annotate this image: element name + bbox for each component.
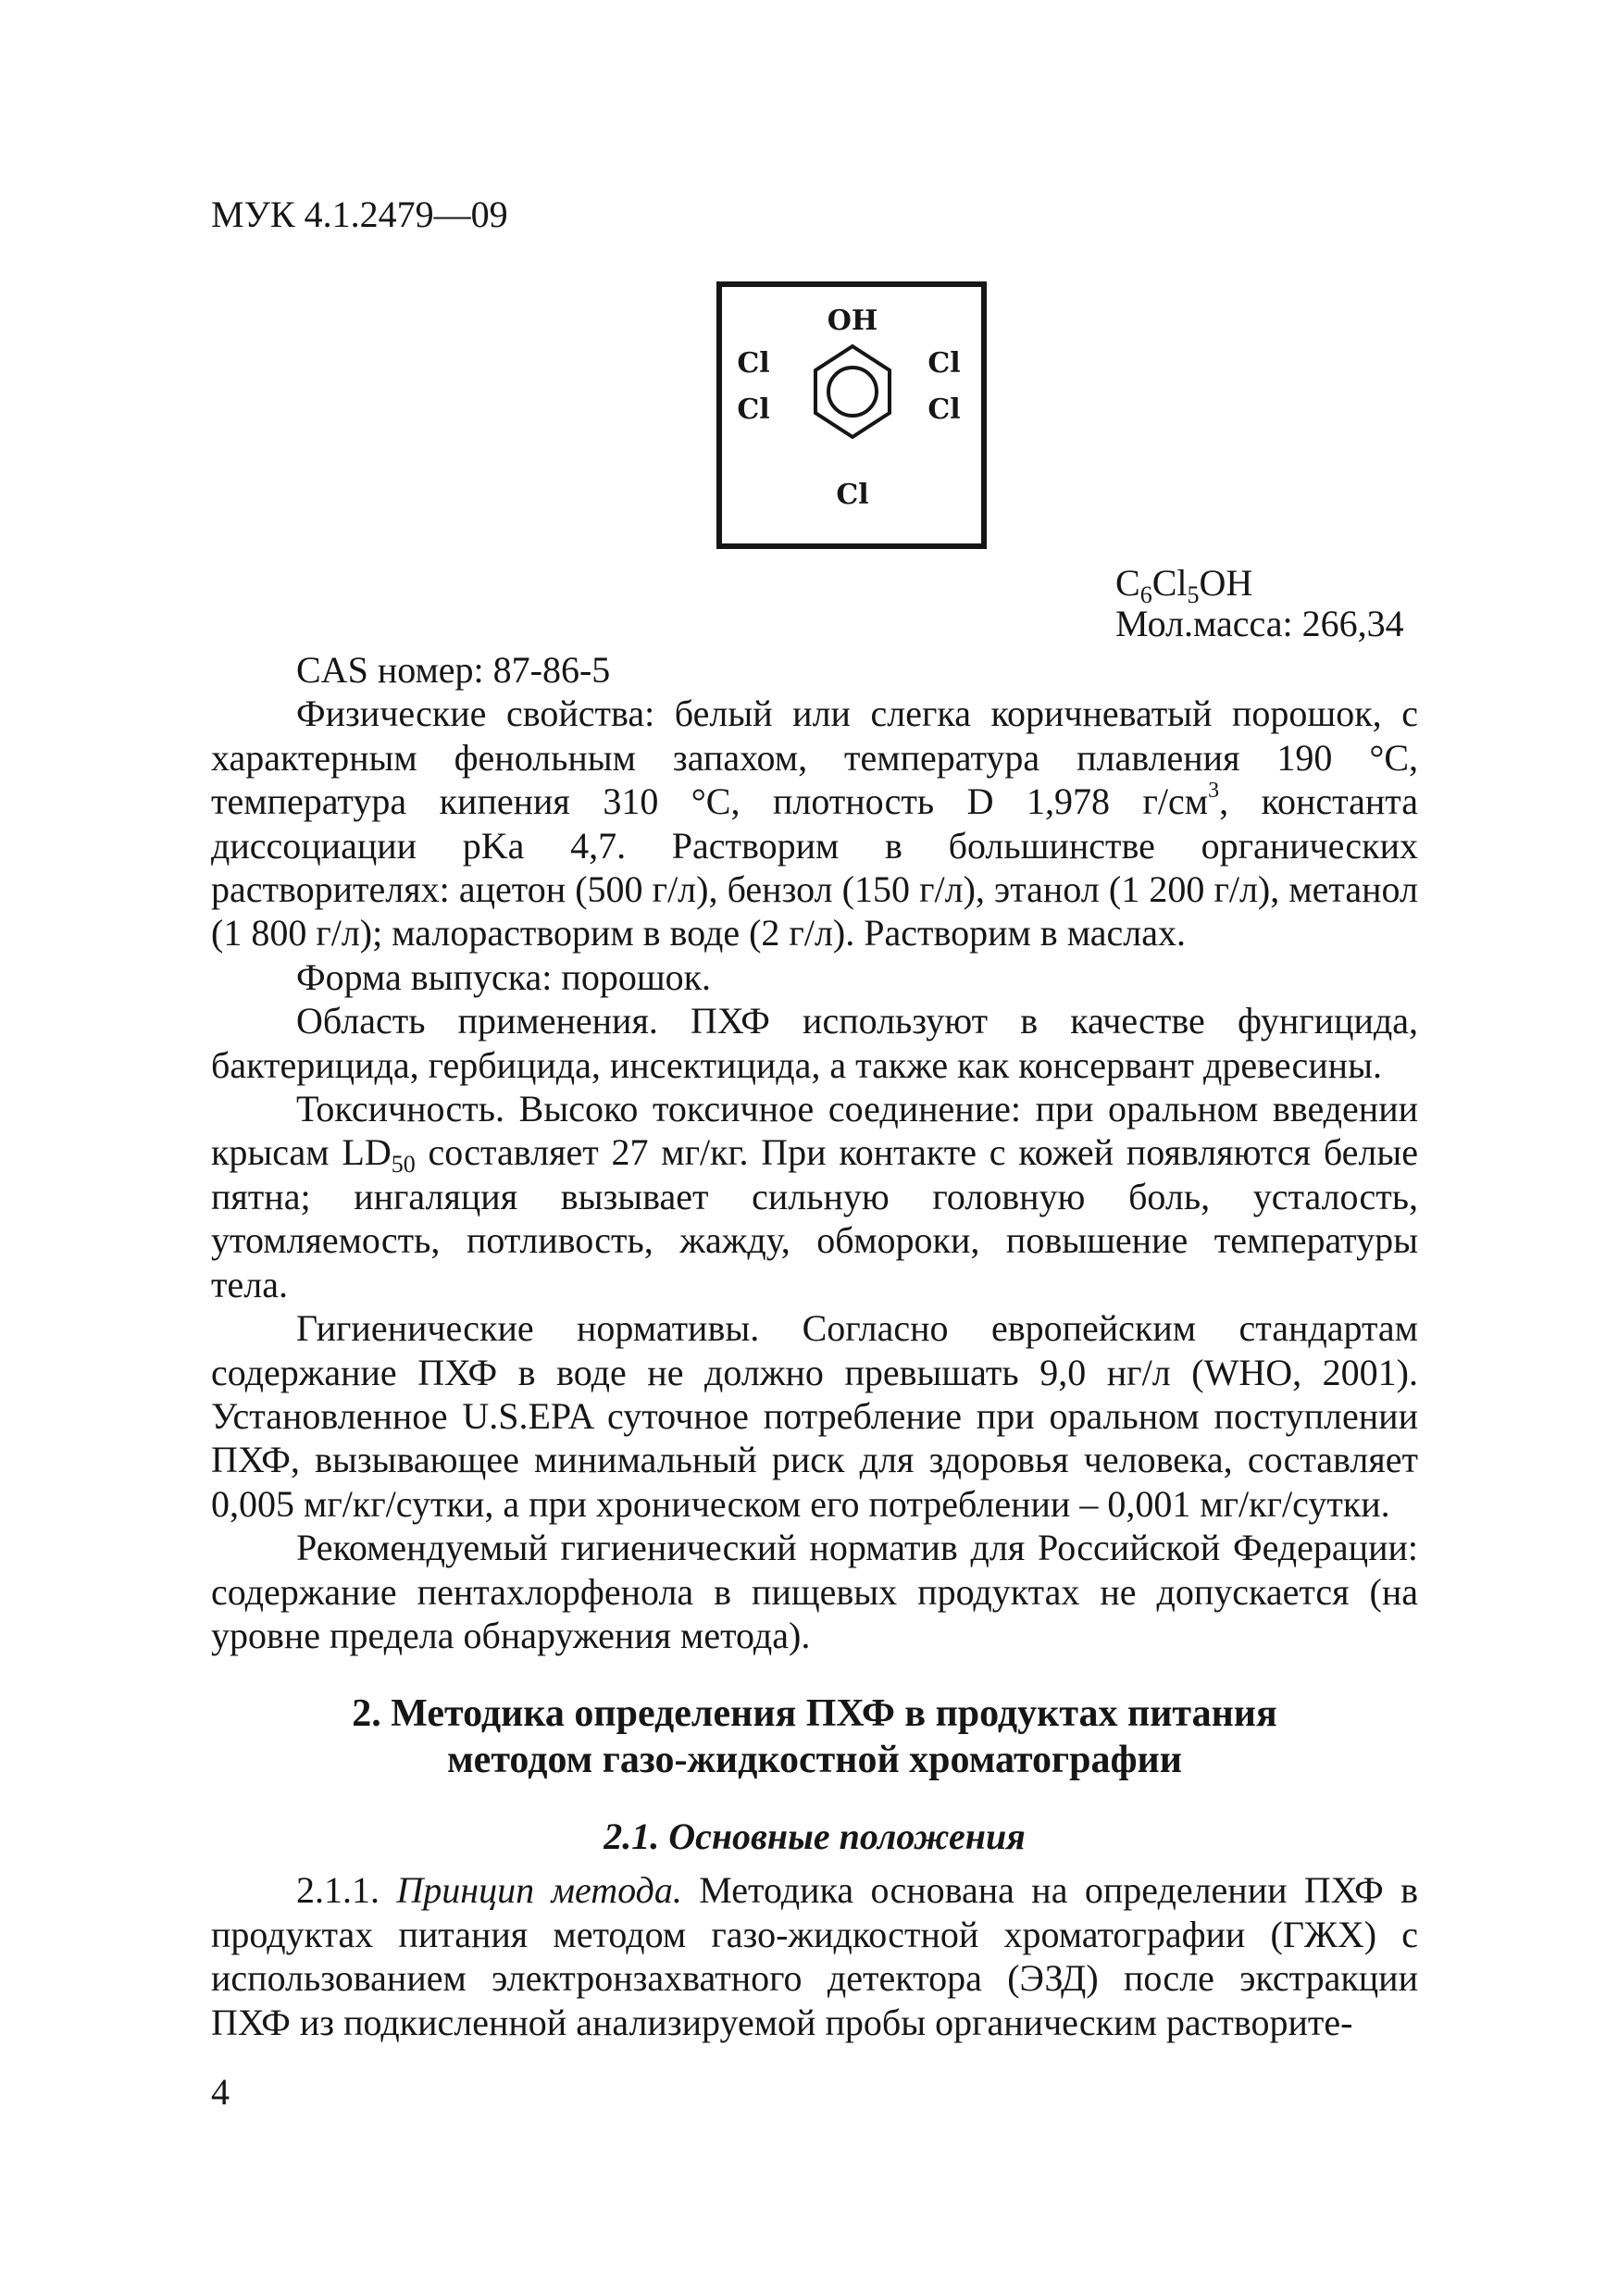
cas-number: CAS номер: 87-86-5 [296, 649, 611, 691]
molecular-mass: Мол.масса: 266,34 [1115, 603, 1404, 644]
hydroxyl-label: OH [827, 305, 878, 337]
physical-properties-paragraph: Физические свойства: белый или слегка коричневатый порошок, с характерным фенольным запахом, температура плавления 190 °С, температура кипения 310 °С, плотность D 1,978 $г/см^3$, константа диссоциации pKa 4,7. Растворим в большинстве органических растворителях: ацетон (500 г/л), бензол (150 г/л), этанол (1 200 г/л), метанол (1 800 г/л); малорастворим в воде (2 г/л). Растворим в маслах. [211, 693, 1418, 955]
method-principle-paragraph: 2.1.1. Принцип метода. Методика основана на определении ПХФ в продуктах питания методом газо-жидкостной хроматографии (ГЖХ) с использованием электронзахватного детектора (ЭЗД) после экстракции ПХФ из подкисленной анализируемой пробы органическим растворите- [211, 1869, 1418, 2043]
pentachlorophenol-structure-diagram [722, 287, 981, 543]
document-code: МУК 4.1.2479—09 [211, 193, 508, 235]
chlorine-label-bottom: Cl [836, 479, 869, 511]
hygiene-standards-paragraph: Гигиенические нормативы. Согласно европейским стандартам содержание ПХФ в воде не должно превышать 9,0 нг/л (WHO, 2001). Установленное U.S.EPA суточное потребление при оральном поступлении ПХФ, вызывающее минимальный риск для здоровья человека, составляет 0,005 мг/кг/сутки, а при хроническом его потреблении – 0,001 мг/кг/сутки. [211, 1307, 1418, 1525]
chlorine-label-left-upper: Cl [737, 347, 770, 380]
aromatic-circle [828, 368, 877, 416]
chlorine-label-right-lower: Cl [927, 393, 961, 426]
subsection-title: 2.1. Основные положения [604, 1816, 1026, 1858]
page-number: 4 [211, 2071, 230, 2113]
toxicity-paragraph: Токсичность. Высоко токсичное соединение: при оральном введении крысам $LD_{50}$ составляет 27 мг/кг. При контакте с кожей появляются белые пятна; ингаляция вызывает сильную головную боль, усталость, утомляемость, потливость, жажду, обмороки, повышение температуры тела. [211, 1088, 1419, 1305]
body-text [211, 648, 1418, 2044]
recommended-standard-paragraph: Рекомендуемый гигиенический норматив для Российской Федерации: содержание пентахлорфенола в пищевых продуктах не допускается (на уровне предела обнаружения метода). [211, 1527, 1418, 1656]
release-form-paragraph: Форма выпуска: порошок. [296, 955, 712, 998]
section-title: 2. Методика определения ПХФ в продуктах питания методом газо-жидкостной хроматографии [352, 1692, 1277, 1782]
structural-formula-figure [716, 281, 987, 549]
chlorine-label-left-lower: Cl [737, 393, 770, 426]
chlorine-label-right-upper: Cl [927, 347, 961, 380]
molecular-formula: $C_6Cl_5OH$ [1115, 562, 1253, 608]
application-paragraph: Область применения. ПХФ используют в качестве фунгицида, бактерицида, гербицида, инсектицида, а также как консервант древесины. [211, 1000, 1418, 1086]
